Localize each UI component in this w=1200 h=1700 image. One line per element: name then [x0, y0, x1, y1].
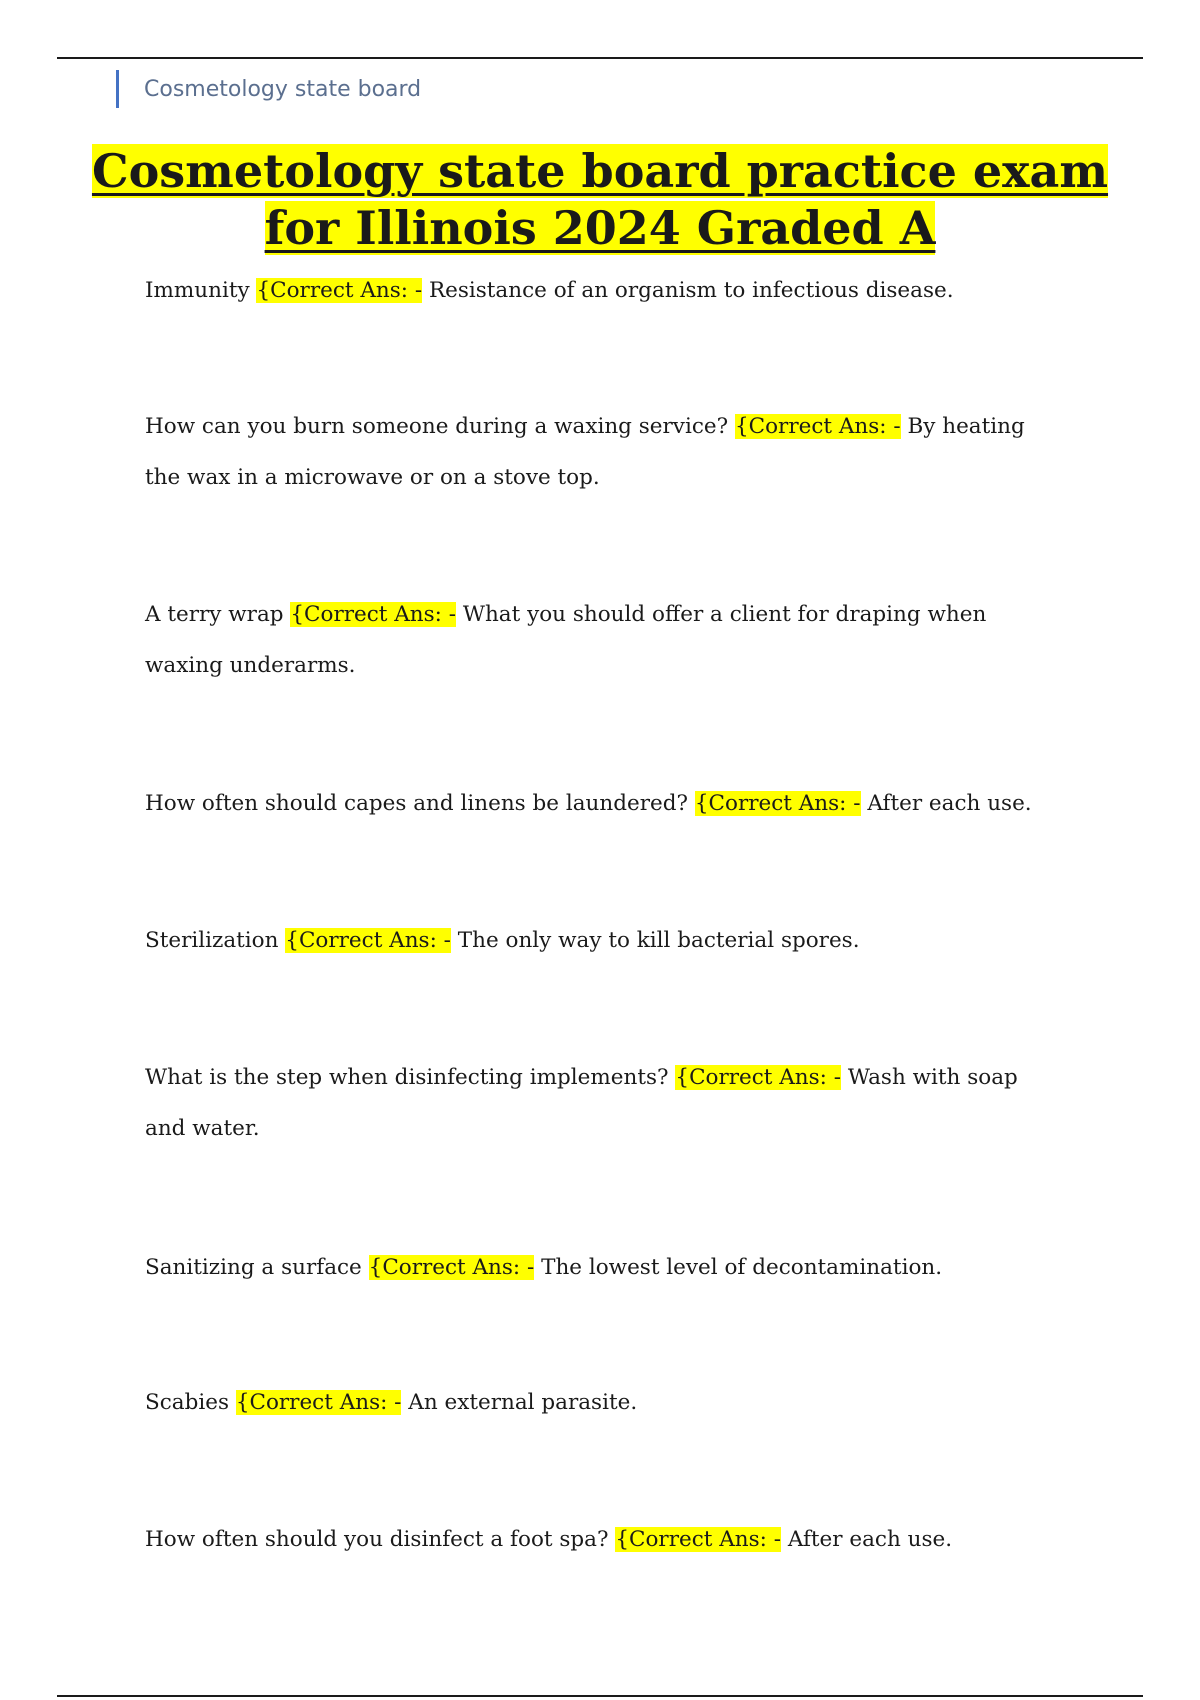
bottom-rule: [57, 1695, 1143, 1697]
document-title: [80, 143, 1120, 257]
answer-tag: {Correct Ans: -: [675, 1065, 842, 1090]
qa-answer: After each use.: [867, 791, 1032, 816]
answer-tag: {Correct Ans: -: [368, 1255, 535, 1280]
answer-tag: {Correct Ans: -: [285, 928, 451, 953]
qa-question: Immunity: [145, 278, 250, 303]
qa-item: [145, 265, 1065, 316]
qa-item: [145, 1242, 1065, 1293]
answer-tag: {Correct Ans: -: [256, 278, 423, 303]
qa-item: [145, 589, 1065, 691]
qa-answer: The only way to kill bacterial spores.: [457, 928, 860, 953]
qa-item: [145, 401, 1065, 503]
header-accent-bar: [116, 70, 119, 108]
qa-item: [145, 1514, 1065, 1565]
qa-item: [145, 1052, 1065, 1154]
running-header: [116, 70, 421, 108]
qa-answer: Resistance of an organism to infectious disease.: [428, 278, 954, 303]
qa-question: Sterilization: [145, 928, 279, 953]
answer-tag: {Correct Ans: -: [235, 1390, 402, 1415]
qa-question: How often should you disinfect a foot spa?: [145, 1527, 609, 1552]
top-rule: [57, 57, 1143, 59]
qa-answer: What you should offer a client for draping when waxing underarms.: [145, 602, 987, 678]
answer-tag: {Correct Ans: -: [694, 791, 861, 816]
qa-question: What is the step when disinfecting implements?: [145, 1065, 669, 1090]
document-title-text: Cosmetology state board practice exam for Illinois 2024 Graded A: [91, 144, 1109, 255]
qa-answer: By heating the wax in a microwave or on a stove top.: [145, 414, 1025, 490]
qa-question: Sanitizing a surface: [145, 1255, 362, 1280]
qa-question: How often should capes and linens be laundered?: [145, 791, 689, 816]
answer-tag: {Correct Ans: -: [290, 602, 456, 627]
qa-answer: An external parasite.: [408, 1390, 638, 1415]
running-title: Cosmetology state board: [144, 76, 422, 102]
qa-item: [145, 1377, 1065, 1428]
qa-question: Scabies: [145, 1390, 229, 1415]
qa-item: [145, 778, 1065, 829]
qa-answer: After each use.: [787, 1527, 953, 1552]
qa-answer: Wash with soap and water.: [145, 1065, 1018, 1141]
qa-question: A terry wrap: [145, 602, 284, 627]
answer-tag: {Correct Ans: -: [734, 414, 901, 439]
answer-tag: {Correct Ans: -: [615, 1527, 781, 1552]
qa-question: How can you burn someone during a waxing service?: [145, 414, 729, 439]
qa-item: [145, 915, 1065, 966]
qa-answer: The lowest level of decontamination.: [541, 1255, 943, 1280]
